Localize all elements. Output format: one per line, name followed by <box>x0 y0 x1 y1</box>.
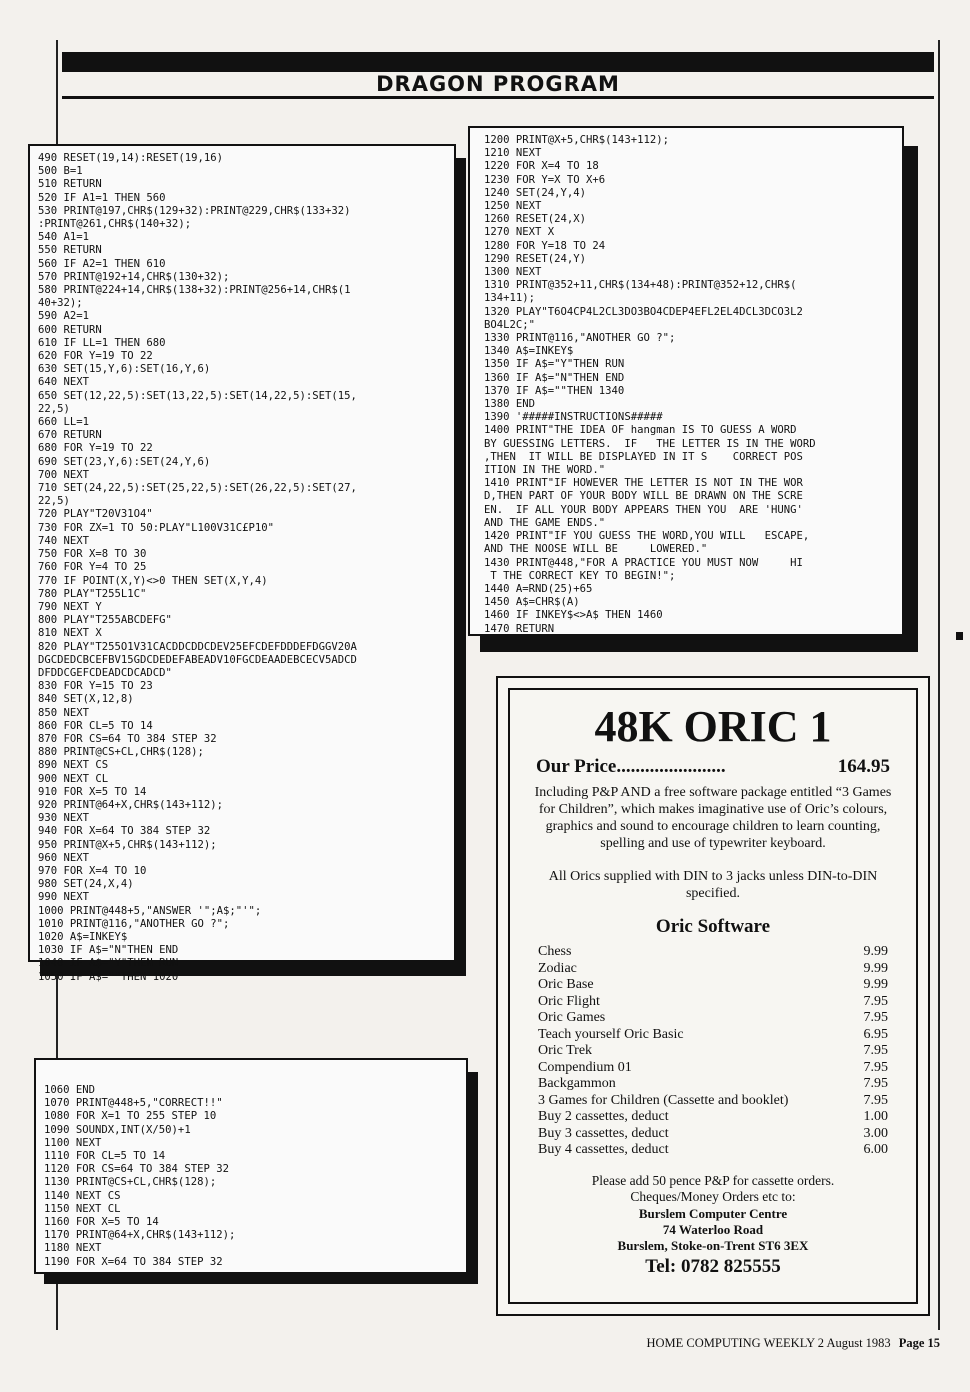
company-street: 74 Waterloo Road <box>662 1221 764 1237</box>
header-bar <box>62 52 934 72</box>
code-line: DGCDEDCBCEFBV15GDCDEDEFABEADV10FGCDEAADEBCECV5ADCD <box>38 653 357 666</box>
software-item-name: Oric Trek <box>538 1043 593 1058</box>
code-line: 770 IF POINT(X,Y)<>0 THEN SET(X,Y,4) <box>38 574 268 587</box>
code-line: 760 FOR Y=4 TO 25 <box>38 561 147 574</box>
code-line: 700 NEXT <box>38 468 90 481</box>
code-line: 1390 '#####INSTRUCTIONS##### <box>484 411 663 424</box>
code-line: 1090 SOUNDX,INT(X/50)+1 <box>44 1123 191 1136</box>
software-item-name: Oric Games <box>538 1010 606 1025</box>
software-item-name: Buy 3 cassettes, deduct <box>538 1125 669 1141</box>
code-line: 40+32); <box>38 297 83 310</box>
code-line: 590 A2=1 <box>38 310 90 323</box>
code-line: 670 RETURN <box>38 429 102 442</box>
code-line: 980 SET(24,X,4) <box>38 878 134 891</box>
code-line: ,THEN IT WILL BE DISPLAYED IN IT S CORRECT POS <box>484 450 803 463</box>
code-line: 1410 PRINT"IF HOWEVER THE LETTER IS NOT IN THE WOR <box>484 477 803 490</box>
code-line: 870 FOR CS=64 TO 384 STEP 32 <box>38 732 217 745</box>
oric-advert <box>496 676 930 1316</box>
software-item-name: Teach yourself Oric Basic <box>538 1026 684 1042</box>
code-line: 1400 PRINT"THE IDEA OF hangman IS TO GUESS A WORD <box>484 424 797 437</box>
code-line: 1000 PRINT@448+5,"ANSWER '";A$;"'"; <box>38 904 262 917</box>
code-line: 900 NEXT CL <box>38 772 109 785</box>
code-line: 1330 PRINT@116,"ANOTHER GO ?"; <box>484 332 676 345</box>
code-line: 1370 IF A$=""THEN 1340 <box>484 384 625 397</box>
code-line: 640 NEXT <box>38 376 90 389</box>
advert-inner <box>508 688 918 1304</box>
code-line: 1340 A$=INKEY$ <box>484 345 574 358</box>
advert-price-row <box>510 756 916 778</box>
code-line: 610 IF LL=1 THEN 680 <box>38 336 166 349</box>
code-line: 960 NEXT <box>38 851 90 864</box>
code-line: 500 B=1 <box>38 165 83 178</box>
code-line: 810 NEXT X <box>38 627 102 640</box>
software-item-price: 7.95 <box>863 1092 888 1108</box>
code-line: 1310 PRINT@352+11,CHR$(134+48):PRINT@352+12,CHR$( <box>484 279 797 292</box>
code-line: BY GUESSING LETTERS. IF THE LETTER IS IN THE WORD <box>484 437 816 450</box>
software-item <box>538 944 888 961</box>
code-line: 1100 NEXT <box>44 1136 102 1149</box>
code-line: 1230 FOR Y=X TO X+6 <box>484 173 606 186</box>
code-line: 800 PLAY"T255ABCDEFG" <box>38 614 172 627</box>
software-item <box>538 1093 888 1110</box>
company-telephone: Tel: 0782 825555 <box>645 1255 781 1277</box>
footer-page-number: Page 15 <box>898 1336 940 1350</box>
software-item <box>538 1043 888 1060</box>
software-item <box>538 1010 888 1027</box>
code-line: T THE CORRECT KEY TO BEGIN!"; <box>484 569 676 582</box>
code-line: 1470 RETURN <box>484 622 555 635</box>
software-item-name: Oric Base <box>538 977 594 992</box>
software-item-name: Zodiac <box>538 960 577 976</box>
code-line: 710 SET(24,22,5):SET(25,22,5):SET(26,22,5):SET(27, <box>38 482 357 495</box>
code-line: 550 RETURN <box>38 244 102 257</box>
software-item-price: 9.99 <box>863 977 888 992</box>
company-name: Burslem Computer Centre <box>638 1205 788 1221</box>
software-item <box>538 1076 888 1093</box>
code-line: BO4L2C;" <box>484 318 536 331</box>
software-item <box>538 977 888 994</box>
software-item-price: 9.99 <box>863 960 888 976</box>
code-line: 990 NEXT <box>38 891 90 904</box>
software-item <box>538 1027 888 1044</box>
code-line: 1150 NEXT CL <box>44 1202 121 1215</box>
software-item-price: 6.95 <box>863 1026 888 1042</box>
software-item <box>538 1142 888 1159</box>
code-line: 1320 PLAY"T6O4CP4L2CL3DO3BO4CDEP4EFL2EL4DCL3DCO3L2 <box>484 305 803 318</box>
code-line: 940 FOR X=64 TO 384 STEP 32 <box>38 825 211 838</box>
code-line: 510 RETURN <box>38 178 102 191</box>
postage-note: Please add 50 pence P&P for cassette orders. <box>591 1172 835 1188</box>
code-listing-3 <box>470 128 902 642</box>
software-item-price: 7.95 <box>863 1059 888 1075</box>
code-line: 860 FOR CL=5 TO 14 <box>38 719 153 732</box>
page-title: DRAGON PROGRAM <box>62 72 934 99</box>
code-line: 880 PRINT@CS+CL,CHR$(128); <box>38 746 204 759</box>
software-item <box>538 1109 888 1126</box>
code-line: 1140 NEXT CS <box>44 1189 121 1202</box>
code-line: 540 A1=1 <box>38 231 90 244</box>
code-line: 1440 A=RND(25)+65 <box>484 582 593 595</box>
software-item-name: Chess <box>538 944 572 959</box>
code-line: 1190 FOR X=64 TO 384 STEP 32 <box>44 1255 223 1268</box>
code-line: 950 PRINT@X+5,CHR$(143+112); <box>38 838 217 851</box>
code-line: 1030 IF A$="N"THEN END <box>38 944 179 957</box>
code-line: 890 NEXT CS <box>38 759 109 772</box>
code-line: 1380 END <box>484 398 536 411</box>
code-line: 1020 A$=INKEY$ <box>38 930 128 943</box>
code-line: 1250 NEXT <box>484 200 542 213</box>
software-item-name: 3 Games for Children (Cassette and booklet) <box>538 1092 789 1108</box>
software-item-price: 3.00 <box>863 1125 888 1141</box>
code-line: 780 PLAY"T255L1C" <box>38 587 147 600</box>
code-line: 1070 PRINT@448+5,"CORRECT!!" <box>44 1097 223 1110</box>
code-line: 690 SET(23,Y,6):SET(24,Y,6) <box>38 455 211 468</box>
code-line: 1200 PRINT@X+5,CHR$(143+112); <box>484 134 669 146</box>
code-line: 1260 RESET(24,X) <box>484 213 587 226</box>
software-item-price: 7.95 <box>863 1043 888 1058</box>
code-line: 600 RETURN <box>38 323 102 336</box>
code-line: 750 FOR X=8 TO 30 <box>38 548 147 561</box>
code-line: 1360 IF A$="N"THEN END <box>484 371 625 384</box>
code-line: 1220 FOR X=4 TO 18 <box>484 160 599 173</box>
software-item <box>538 961 888 978</box>
code-line: 1050 IF A$=""THEN 1020 <box>38 970 179 983</box>
code-line: 1240 SET(24,Y,4) <box>484 186 587 199</box>
code-line: 560 IF A2=1 THEN 610 <box>38 257 166 270</box>
listing-box-1 <box>28 144 456 983</box>
code-line: 1180 NEXT <box>44 1242 102 1255</box>
advert-description: Including P&P AND a free software package entitled “3 Games for Children”, which makes imaginative use of Oric’s colours, graphics and sound to encourage children to learn counting, spelling and use of typewriter keyboard. <box>534 785 892 851</box>
code-line: 530 PRINT@197,CHR$(129+32):PRINT@229,CHR$(133+32) <box>38 204 351 217</box>
code-line: 1280 FOR Y=18 TO 24 <box>484 239 606 252</box>
code-line: 134+11); <box>484 292 536 305</box>
code-line: 1120 FOR CS=64 TO 384 STEP 32 <box>44 1163 229 1176</box>
code-line: :PRINT@261,CHR$(140+32); <box>38 218 192 231</box>
code-line: 1040 IF A$="Y"THEN RUN <box>38 957 179 970</box>
code-line: 1450 A$=CHR$(A) <box>484 596 580 609</box>
code-line: 740 NEXT <box>38 534 90 547</box>
code-line: 22,5) <box>38 402 70 415</box>
code-line: 1300 NEXT <box>484 266 542 279</box>
page-rule-right <box>938 40 940 1330</box>
price-label: Our Price....................... <box>536 756 726 777</box>
software-heading: Oric Software <box>655 916 771 937</box>
software-item-name: Buy 4 cassettes, deduct <box>538 1142 669 1157</box>
code-line: 820 PLAY"T255O1V31CACDDCDDCDEV25EFCDEFDDDEFDGGV20A <box>38 640 357 653</box>
code-line: 1290 RESET(24,Y) <box>484 252 587 265</box>
code-line: 1460 IF INKEY$<>A$ THEN 1460 <box>484 609 663 622</box>
code-line: 580 PRINT@224+14,CHR$(138+32):PRINT@256+14,CHR$(1 <box>38 284 351 297</box>
code-line: 920 PRINT@64+X,CHR$(143+112); <box>38 798 223 811</box>
code-line: 730 FOR ZX=1 TO 50:PLAY"L100V31C£P10" <box>38 521 274 534</box>
code-line: 1010 PRINT@116,"ANOTHER GO ?"; <box>38 917 230 930</box>
page-footer <box>560 1336 940 1351</box>
software-item-name: Buy 2 cassettes, deduct <box>538 1109 669 1124</box>
code-line: 660 LL=1 <box>38 416 90 429</box>
code-line: 680 FOR Y=19 TO 22 <box>38 442 153 455</box>
code-line: 790 NEXT Y <box>38 600 102 613</box>
code-line: 1350 IF A$="Y"THEN RUN <box>484 358 625 371</box>
code-line: 490 RESET(19,14):RESET(19,16) <box>38 152 223 164</box>
advert-title: 48K ORIC 1 <box>594 702 832 751</box>
software-item-price: 7.95 <box>863 1076 888 1091</box>
software-item <box>538 1060 888 1077</box>
code-line: 620 FOR Y=19 TO 22 <box>38 350 153 363</box>
software-item-name: Compendium 01 <box>538 1059 632 1075</box>
code-line: 1110 FOR CL=5 TO 14 <box>44 1150 166 1163</box>
code-line: ITION IN THE WORD." <box>484 464 606 477</box>
code-line: 1160 FOR X=5 TO 14 <box>44 1216 159 1229</box>
listing-box-3 <box>468 126 904 636</box>
code-line: 830 FOR Y=15 TO 23 <box>38 680 153 693</box>
software-item <box>538 994 888 1011</box>
software-item-name: Oric Flight <box>538 993 600 1009</box>
software-item-name: Backgammon <box>538 1076 616 1091</box>
code-line: 1430 PRINT@448,"FOR A PRACTICE YOU MUST NOW HI <box>484 556 803 569</box>
code-listing-2 <box>36 1060 466 1275</box>
code-line: 520 IF A1=1 THEN 560 <box>38 191 166 204</box>
code-line: 930 NEXT <box>38 812 90 825</box>
software-item-price: 1.00 <box>863 1109 888 1124</box>
cheques-note: Cheques/Money Orders etc to: <box>630 1189 796 1204</box>
company-town: Burslem, Stoke-on-Trent ST6 3EX <box>617 1237 809 1253</box>
code-line: EN. IF ALL YOUR BODY APPEARS THEN YOU ARE 'HUNG' <box>484 503 803 516</box>
marker-square <box>956 632 963 640</box>
software-price-list <box>538 944 888 1159</box>
price-value: 164.95 <box>837 756 890 777</box>
code-line: D,THEN PART OF YOUR BODY WILL BE DRAWN ON THE SCRE <box>484 490 803 503</box>
code-line: 1420 PRINT"IF YOU GUESS THE WORD,YOU WILL ESCAPE, <box>484 530 810 543</box>
code-line: 850 NEXT <box>38 706 90 719</box>
code-listing-1 <box>30 146 454 990</box>
code-line: 1060 END <box>44 1084 96 1096</box>
code-line: 1080 FOR X=1 TO 255 STEP 10 <box>44 1110 217 1123</box>
code-line: 1170 PRINT@64+X,CHR$(143+112); <box>44 1229 236 1242</box>
code-line: 720 PLAY"T20V31O4" <box>38 508 153 521</box>
code-line: 1210 NEXT <box>484 147 542 160</box>
code-line: 1270 NEXT X <box>484 226 555 239</box>
code-line: 840 SET(X,12,8) <box>38 693 134 706</box>
code-line: DFDDCGEFCDEADCDCADCD" <box>38 666 172 679</box>
code-line: 910 FOR X=5 TO 14 <box>38 785 147 798</box>
footer-publication: HOME COMPUTING WEEKLY 2 August 1983 <box>646 1336 891 1350</box>
listing-box-2 <box>34 1058 468 1274</box>
code-line: 1130 PRINT@CS+CL,CHR$(128); <box>44 1176 217 1189</box>
software-item-price: 9.99 <box>863 944 888 959</box>
advert-note: All Orics supplied with DIN to 3 jacks unless DIN-to-DIN specified. <box>548 869 878 901</box>
software-item-price: 6.00 <box>863 1142 888 1157</box>
code-line: AND THE GAME ENDS." <box>484 516 606 529</box>
code-line: 570 PRINT@192+14,CHR$(130+32); <box>38 270 230 283</box>
code-line: 630 SET(15,Y,6):SET(16,Y,6) <box>38 363 211 376</box>
code-line: 650 SET(12,22,5):SET(13,22,5):SET(14,22,5):SET(15, <box>38 389 357 402</box>
software-item-price: 7.95 <box>863 1010 888 1025</box>
code-line: 970 FOR X=4 TO 10 <box>38 864 147 877</box>
code-line: AND THE NOOSE WILL BE LOWERED." <box>484 543 708 556</box>
software-item <box>538 1126 888 1143</box>
software-item-price: 7.95 <box>863 993 888 1009</box>
code-line: 22,5) <box>38 495 70 508</box>
